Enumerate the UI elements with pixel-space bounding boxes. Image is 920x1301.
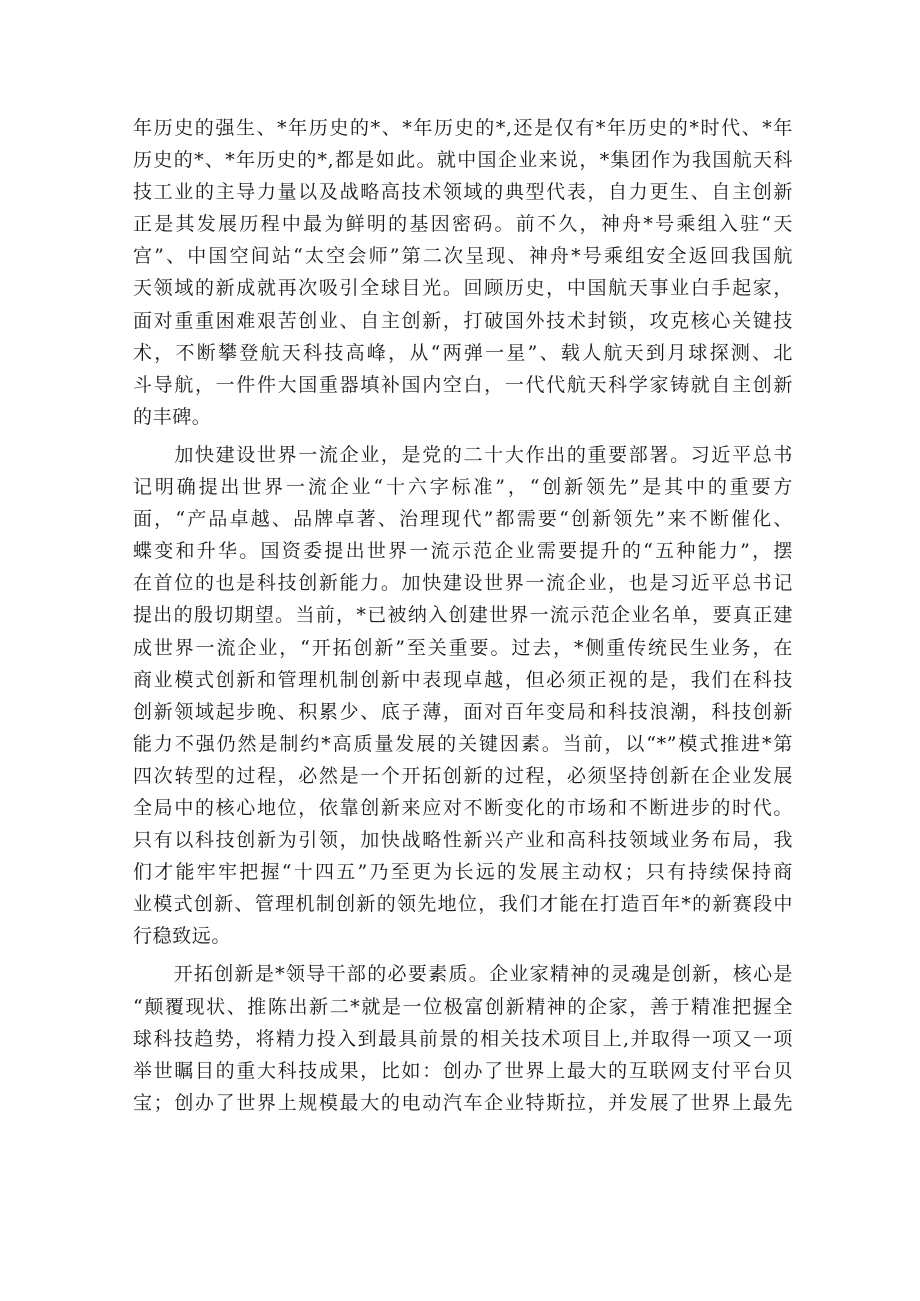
text-line: 宝；创办了世界上规模最大的电动汽车企业特斯拉，并发展了世界上最先 [133,1091,793,1114]
paragraph-2 [133,439,793,953]
text-line: 天领域的新成就再次吸引全球目光。回顾历史，中国航天事业白手起家， [133,277,793,300]
text-line: 能力不强仍然是制约*高质量发展的关键因素。当前，以“*”模式推进*第 [133,732,793,755]
text-line: 面，“产品卓越、品牌卓著、治理现代”都需要“创新领先”来不断催化、 [133,508,793,531]
text-line: 历史的*、*年历史的*,都是如此。就中国企业来说，*集团作为我国航天科 [133,149,793,172]
text-line: 技工业的主导力量以及战略高技术领域的典型代表，自力更生、自主创新 [133,181,793,204]
text-line: 在首位的也是科技创新能力。加快建设世界一流企业，也是习近平总书记 [133,572,793,595]
document-body [133,112,793,1119]
text-line: 面对重重困难艰苦创业、自主创新，打破国外技术封锁，攻克核心关键技 [133,309,793,332]
text-line: 成世界一流企业，“开拓创新”至关重要。过去，*侧重传统民生业务，在 [133,636,793,659]
text-line: “颠覆现状、推陈出新二*就是一位极富创新精神的企家，善于精准把握全 [133,995,793,1018]
text-line: 球科技趋势，将精力投入到最具前景的相关技术项目上,并取得一项又一项 [133,1027,793,1050]
text-line: 举世瞩目的重大科技成果，比如：创办了世界上最大的互联网支付平台贝 [133,1059,793,1082]
paragraph-3 [133,958,793,1118]
text-line: 创新领域起步晚、积累少、底子薄，面对百年变局和科技浪潮，科技创新 [133,700,793,723]
text-line: 四次转型的过程，必然是一个开拓创新的过程，必须坚持创新在企业发展 [133,764,793,787]
text-line: 们才能牢牢把握“十四五”乃至更为长远的发展主动权；只有持续保持商 [133,861,793,884]
text-line: 只有以科技创新为引领，加快战略性新兴产业和高科技领域业务布局，我 [133,829,793,852]
text-line: 正是其发展历程中最为鲜明的基因密码。前不久，神舟*号乘组入驻“天 [133,213,793,236]
text-line: 的丰碑。 [133,405,212,428]
text-line: 术，不断攀登航天科技高峰，从“两弹一星”、载人航天到月球探测、北 [133,341,793,364]
text-line: 年历史的强生、*年历史的*、*年历史的*,还是仅有*年历史的*时代、*年 [133,117,793,139]
text-line: 全局中的核心地位，依靠创新来应对不断变化的市场和不断进步的时代。 [133,796,793,819]
text-line: 业模式创新、管理机制创新的领先地位，我们才能在打造百年*的新赛段中 [133,893,793,916]
text-line: 行稳致远。 [133,925,232,948]
text-line: 记明确提出世界一流企业“十六字标准”，“创新领先”是其中的重要方 [133,476,793,499]
paragraph-1 [133,112,793,433]
text-line: 加快建设世界一流企业，是党的二十大作出的重要部署。习近平总书 [133,443,793,466]
text-line: 提出的殷切期望。当前，*已被纳入创建世界一流示范企业名单，要真正建 [133,604,793,627]
text-line: 斗导航，一件件大国重器填补国内空白，一代代航天科学家铸就自主创新 [133,373,793,396]
text-line: 开拓创新是*领导干部的必要素质。企业家精神的灵魂是创新，核心是 [133,963,793,986]
text-line: 蝶变和升华。国资委提出世界一流示范企业需要提升的“五种能力”，摆 [133,540,793,563]
text-line: 宫”、中国空间站“太空会师”第二次呈现、神舟*号乘组安全返回我国航 [133,245,793,268]
text-line: 商业模式创新和管理机制创新中表现卓越，但必须正视的是，我们在科技 [133,668,793,691]
